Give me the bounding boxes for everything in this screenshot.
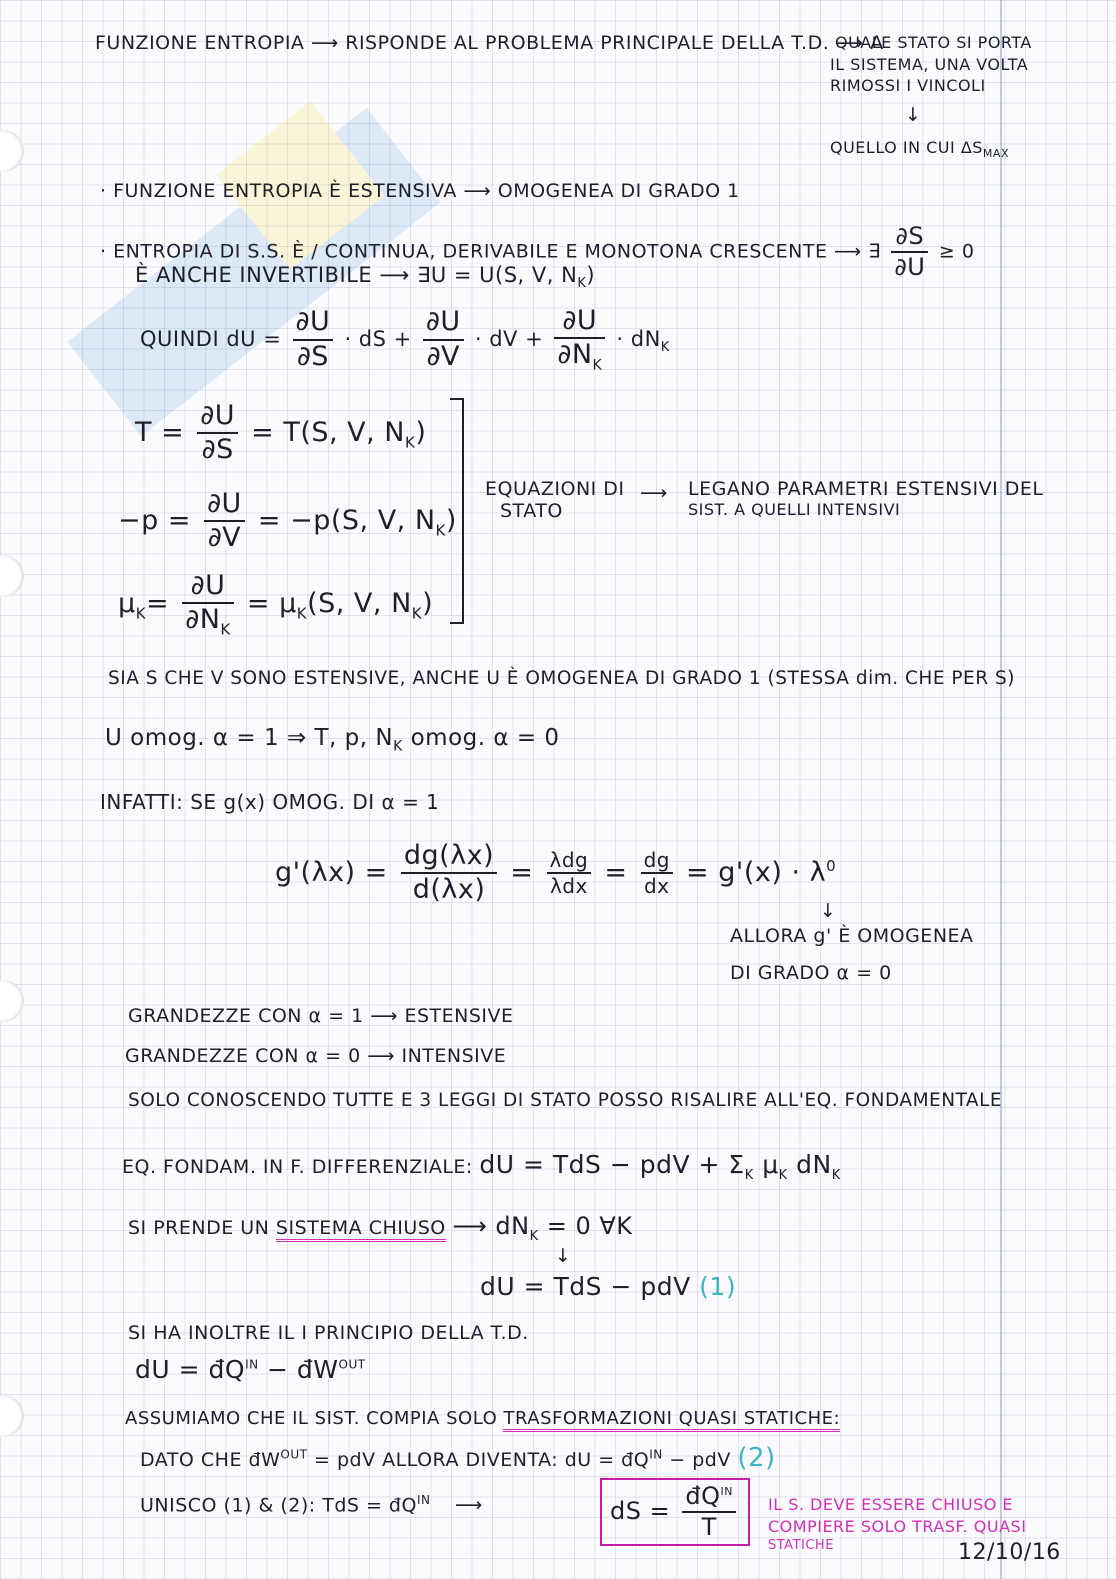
arrow-down: ↓ — [555, 1245, 572, 1267]
text-line: SOLO CONOSCENDO TUTTE E 3 LEGGI DI STATO POSSO RISALIRE ALL'EQ. FONDAMENTALE — [128, 1090, 1003, 1111]
text-line: ASSUMIAMO CHE IL SIST. COMPIA SOLO TRASFORMAZIONI QUASI STATICHE: — [125, 1408, 840, 1430]
text-line: EQUAZIONI DI — [485, 478, 625, 500]
note: STATICHE — [768, 1538, 834, 1553]
binder-hole — [0, 555, 24, 597]
entropy-result-box: dS = $\frac{đQ^{IN}}{T}$ — [600, 1478, 750, 1546]
text-line: U omog. α = 1 ⇒ T, p, $N_K$ omog. α = 0 — [105, 725, 560, 755]
binder-hole — [0, 980, 24, 1022]
text-line: QUELLO IN CUI $\Delta S_{MAX}$ — [830, 138, 1009, 161]
text-line: SI HA INOLTRE IL I PRINCIPIO DELLA T.D. — [128, 1322, 529, 1344]
text-line: LEGANO PARAMETRI ESTENSIVI DEL — [688, 478, 1044, 500]
text-line: FUNZIONE ENTROPIA ⟶ RISPONDE AL PROBLEMA PRINCIPALE DELLA T.D. ⟶ A — [95, 32, 884, 54]
arrow-down: ↓ — [905, 104, 922, 126]
first-law-eq: dU = $đQ^{IN}$ − $đW^{OUT}$ — [135, 1355, 366, 1384]
eq-1: dU = TdS − pdV (1) — [480, 1272, 737, 1301]
eq-pressure: −p = $\frac{\partial U}{\partial V}$ = −p(S, V, $N_K$) — [118, 488, 457, 554]
date: 12/10/16 — [958, 1540, 1061, 1565]
quasistatic-highlight: TRASFORMAZIONI QUASI STATICHE: — [503, 1408, 840, 1432]
differential-eq: QUINDI dU = $\frac{\partial U}{\partial S}$ · dS + $\frac{\partial U}{\partial V}$ · dV + $\frac{\partial U}{\partial N_K}$ · $dN_K$ — [140, 305, 670, 374]
curly-brace — [450, 398, 464, 624]
eq-chemical-potential: $\mu_K=$ $\frac{\partial U}{\partial N_K}$ = $\mu_K(S$, V, $N_K$) — [118, 570, 434, 639]
text-line: STATO — [500, 500, 563, 522]
text-line: ALLORA g' È OMOGENEA — [730, 925, 974, 947]
binder-hole — [0, 1395, 24, 1437]
text-line: È ANCHE INVERTIBILE ⟶ ∃U = U(S, V, $N_K$) — [135, 263, 596, 292]
text-line: EQ. FONDAM. IN F. DIFFERENZIALE: dU = TdS − pdV + $\Sigma_K$ $\mu_K$ $dN_K$ — [122, 1150, 841, 1183]
text-line: · FUNZIONE ENTROPIA È ESTENSIVA ⟶ OMOGENEA DI GRADO 1 — [100, 180, 740, 202]
eq-temperature: T = $\frac{\partial U}{\partial S}$ = T(S, V, $N_K$) — [135, 400, 427, 466]
text-line: INFATTI: SE g(x) OMOG. DI α = 1 — [100, 790, 440, 814]
text-line: QUALE STATO SI PORTA — [835, 33, 1032, 52]
binder-hole — [0, 130, 24, 172]
closed-system-highlight: SISTEMA CHIUSO — [276, 1217, 446, 1242]
text-line: DI GRADO α = 0 — [730, 962, 892, 984]
text-line: IL SISTEMA, UNA VOLTA — [830, 55, 1029, 74]
arrow: ⟶ — [640, 482, 668, 504]
text-line: GRANDEZZE CON α = 0 ⟶ INTENSIVE — [125, 1045, 507, 1067]
derivative-eq: g'(λx) = $\frac{dg(\lambda x)}{d(\lambda x)}$ = $\frac{\text{λdg}}{\text{λdx}}$ = $\frac{dg}{dx}$ = $g'(x) \cdot \lambda^0$ — [275, 840, 837, 906]
note: IL S. DEVE ESSERE CHIUSO E — [768, 1495, 1014, 1514]
text-line: DATO CHE $đW^{OUT}$ = pdV ALLORA DIVENTA: dU = $đQ^{IN}$ − pdV (2) — [140, 1443, 776, 1473]
text-line: SI PRENDE UN SISTEMA CHIUSO ⟶ $dN_K = 0$ ∀K — [128, 1212, 633, 1244]
text-line: GRANDEZZE CON α = 1 ⟶ ESTENSIVE — [128, 1005, 514, 1027]
text-line: UNISCO (1) & (2): TdS = $đQ^{IN}$ ⟶ — [140, 1493, 483, 1517]
arrow-down: ↓ — [820, 900, 837, 922]
text-line: SIST. A QUELLI INTENSIVI — [688, 500, 901, 519]
text-line: · ENTROPIA DI S.S. È / CONTINUA, DERIVABILE E MONOTONA CRESCENTE ⟶ ∃ $\frac{\partial S}{\partial U}$ ≥ 0 — [100, 222, 975, 281]
text-line: RIMOSSI I VINCOLI — [830, 76, 986, 95]
text-line: SIA S CHE V SONO ESTENSIVE, ANCHE U È OMOGENEA DI GRADO 1 (STESSA dim. CHE PER S) — [108, 668, 1015, 689]
note: COMPIERE SOLO TRASF. QUASI — [768, 1517, 1027, 1536]
margin-line — [1000, 0, 1002, 1579]
